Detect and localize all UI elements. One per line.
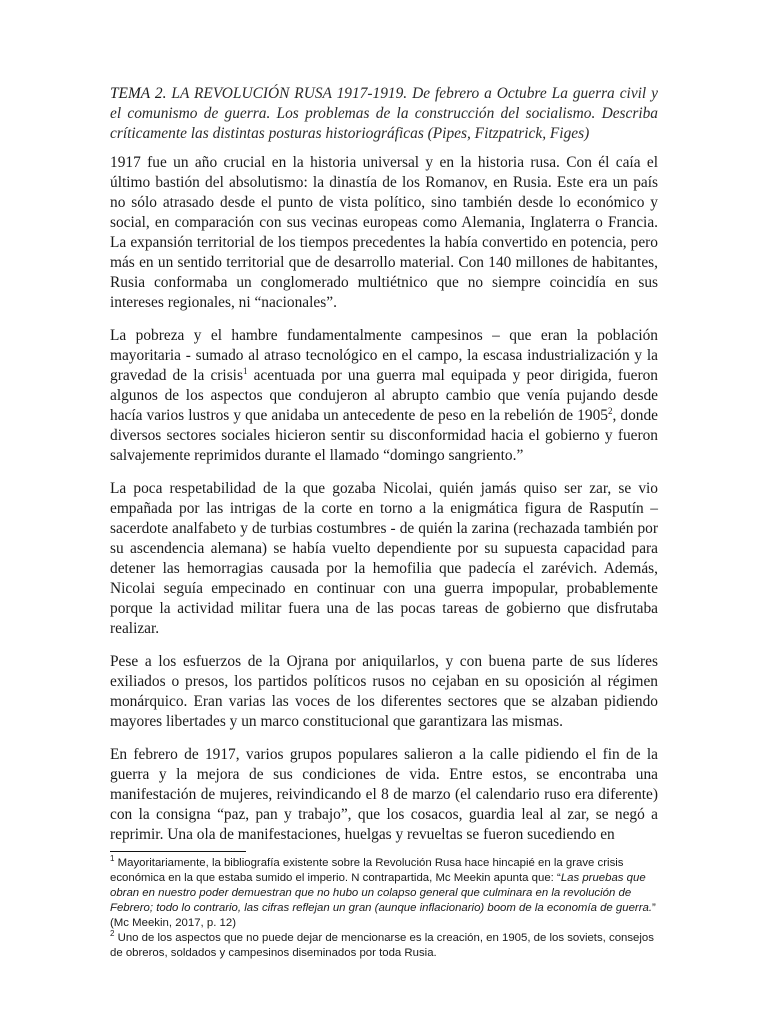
footnote-1-text-a: Mayoritariamente, la bibliografía existente sobre la Revolución Rusa hace hincapié en la grave crisis económica en la que estaba sumido el imperio. N contrapartida, Mc Meekin apunta que: “ (110, 857, 624, 884)
title-tag: TEMA 2. (110, 85, 167, 102)
footnote-2 (110, 931, 658, 961)
footnote-ref-1[interactable]: 1 (242, 365, 248, 376)
footnote-2-number: 2 (110, 929, 115, 939)
footnote-1-text-b: ” (Mc Meekin, 2017, p. 12) (110, 902, 656, 929)
paragraph-2-part-c: , donde diversos sectores sociales hicieron sentir su disconformidad hacia el gobierno y fueron salvajemente reprimidos durante el llamado “domingo sangriento.” (110, 407, 658, 464)
paragraph-5: En febrero de 1917, varios grupos populares salieron a la calle pidiendo el fin de la guerra y la mejora de sus condiciones de vida. Entre estos, se encontraba una manifestación de mujeres, reivindicando el 8 de marzo (el calendario ruso era diferente) con la consigna “paz, pan y trabajo”, que los cosacos, guardia leal al zar, se negó a reprimir. Una ola de manifestaciones, huelgas y revueltas se fueron sucediendo en (110, 746, 658, 843)
paragraph-1: 1917 fue un año crucial en la historia universal y en la historia rusa. Con él caía el último bastión del absolutismo: la dinastía de los Romanov, en Rusia. Este era un país no sólo atrasado desde el punto de vista político, sino también desde lo económico y social, en comparación con sus vecinas europeas como Alemania, Inglaterra o Francia. La expansión territorial de los tiempos precedentes la había convertido en potencia, pero más en un sentido territorial que de desarrollo material. Con 140 millones de habitantes, Rusia conformaba un conglomerado multiétnico que no siempre coincidía en sus intereses regionales, ni “nacionales”. (110, 154, 658, 311)
footnote-1 (110, 856, 658, 931)
footnote-ref-2[interactable]: 2 (607, 405, 613, 416)
paragraph-2 (110, 326, 658, 466)
paragraph-2-part-a: La pobreza y el hambre fundamentalmente campesinos – que eran la población mayoritaria - sumado al atraso tecnológico en el campo, la escasa industrialización y la gravedad de la crisis (110, 327, 658, 384)
paragraph-2-part-b: acentuada por una guerra mal equipada y peor dirigida, fueron algunos de los aspectos que condujeron al abrupto cambio que venía pujando desde hacía varios lustros y que anidaba un antecedente de peso en la rebelión de 1905 (110, 367, 658, 424)
footnote-1-quote: Las pruebas que obran en nuestro poder demuestran que no hubo un colapso general que culminara en la revolución de Febrero; todo lo contrario, las cifras reflejan un gran (aunque inflacionario) boom de la economía de guerra. (110, 872, 652, 914)
document-title (110, 84, 658, 144)
paragraph-4: Pese a los esfuerzos de la Ojrana por aniquilarlos, y con buena parte de sus líderes exiliados o presos, los partidos políticos rusos no cejaban en su oposición al régimen monárquico. Eran varias las voces de los diferentes sectores que se alzaban pidiendo mayores libertades y un marco constitucional que garantizara las mismas. (110, 653, 658, 730)
footnote-2-text: Uno de los aspectos que no puede dejar de mencionarse es la creación, en 1905, de los soviets, consejos de obreros, soldados y campesinos diseminados por toda Rusia. (110, 932, 654, 959)
footnote-separator (110, 851, 246, 852)
paragraph-3: La poca respetabilidad de la que gozaba Nicolai, quién jamás quiso ser zar, se vio empañada por las intrigas de la corte en torno a la enigmática figura de Rasputín – sacerdote analfabeto y de turbias costumbres - de quién la zarina (rechazada también por su ascendencia alemana) se había vuelto dependiente por su supuesta capacidad para detener las hemorragias causada por la hemofilia que padecía el zarévich. Además, Nicolai seguía empecinado en continuar con una guerra impopular, probablemente porque la actividad militar fuera una de las pocas tareas de gobierno que disfrutaba realizar. (110, 480, 658, 637)
footnote-1-number: 1 (110, 854, 115, 864)
title-text: LA REVOLUCIÓN RUSA 1917-1919. De febrero a Octubre La guerra civil y el comunismo de guerra. Los problemas de la construcción del socialismo. Describa críticamente las distintas posturas historiográficas (Pipes, Fitzpatrick, Figes) (110, 85, 659, 142)
